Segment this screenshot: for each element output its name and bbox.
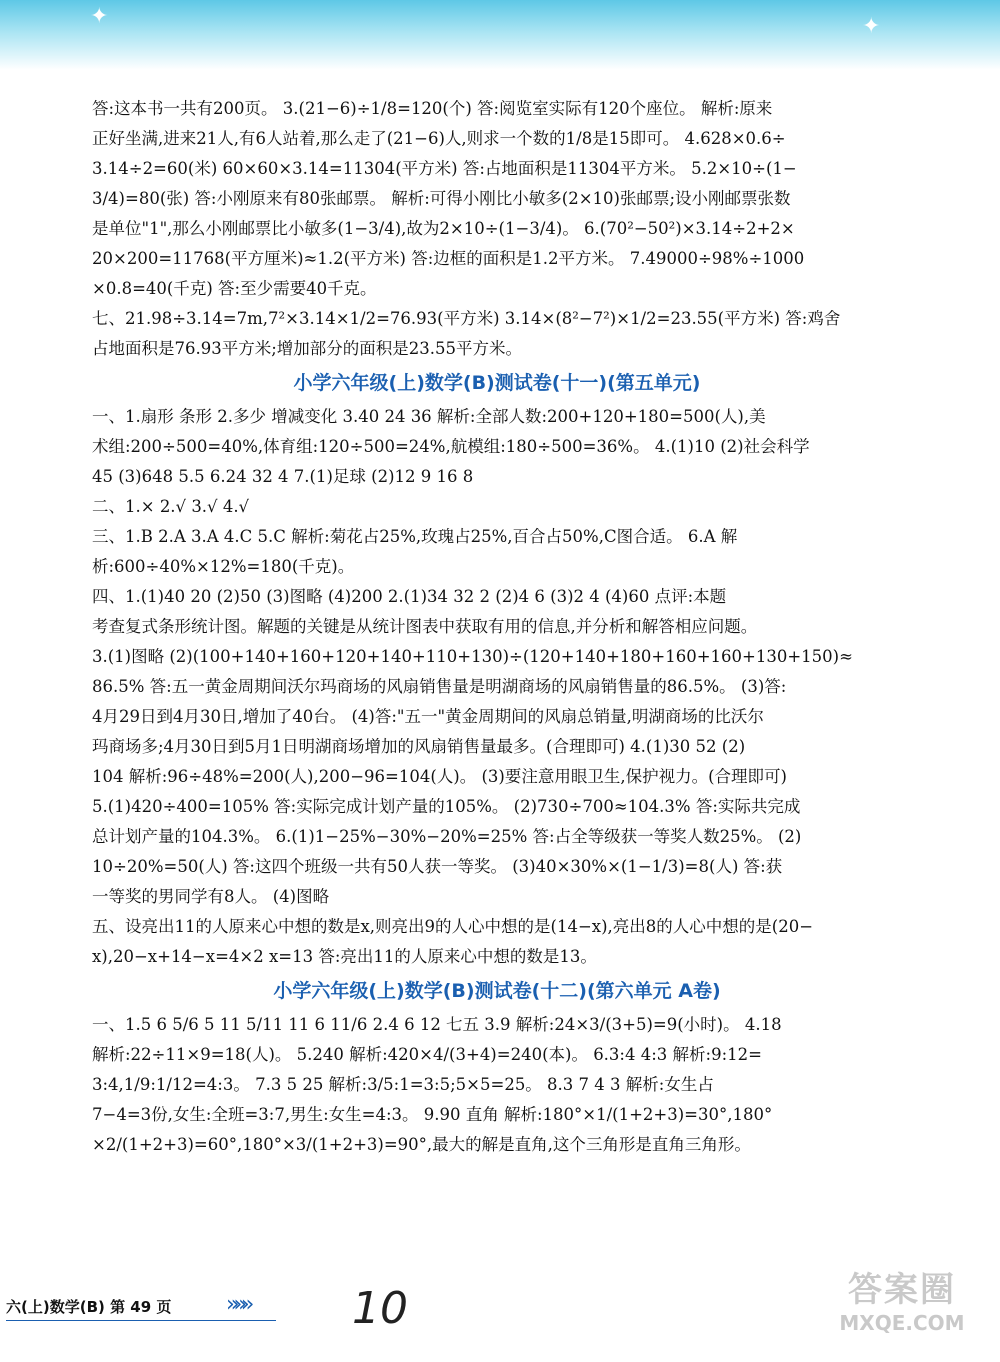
text-line: 解析:22÷11×9=18(人)。 5.240 解析:420×4/(3+4)=240(本)。 6.3:4 4:3 解析:9:12= [92,1045,762,1064]
text-line: 10÷20%=50(人) 答:这四个班级一共有50人获一等奖。 (3)40×30%×(1−1/3)=8(人) 答:获 [92,857,783,876]
answer-page [92,94,902,1160]
section-test-11-answers [92,402,902,972]
text-line: 86.5% 答:五一黄金周期间沃尔玛商场的风扇销售量是明湖商场的风扇销售量的86.5%。 (3)答: [92,677,787,696]
text-line: 占地面积是76.93平方米;增加部分的面积是23.55平方米。 [92,339,523,358]
watermark-url: MXQE.COM [839,1311,965,1335]
section-test-12-answers [92,1010,902,1160]
text-line: 3/4)=80(张) 答:小刚原来有80张邮票。 解析:可得小刚比小敏多(2×10)张邮票;设小刚邮票张数 [92,189,791,208]
section-title-test-11: 小学六年级(上)数学(B)测试卷(十一)(第五单元) [293,372,701,394]
text-line: 20×200=11768(平方厘米)≈1.2(平方米) 答:边框的面积是1.2平方米。 7.49000÷98%÷1000 [92,249,805,268]
text-line: 三、1.B 2.A 3.A 4.C 5.C 解析:菊花占25%,玫瑰占25%,百合占50%,C图合适。 6.A 解 [92,527,738,546]
page-footer-label: 六(上)数学(B) 第 49 页 [6,1298,172,1316]
text-line: 7−4=3份,女生:全班=3:7,男生:女生=4:3。 9.90 直角 解析:180°×1/(1+2+3)=30°,180° [92,1105,773,1124]
sparkle-icon: ✦ [862,14,881,39]
text-line: 是单位"1",那么小刚邮票比小敏多(1−3/4),故为2×10÷(1−3/4)。 6.(70²−50²)×3.14÷2+2× [92,219,795,238]
text-line: 3:4,1/9:1/12=4:3。 7.3 5 25 解析:3/5:1=3:5;5×5=25。 8.3 7 4 3 解析:女生占 [92,1075,714,1094]
section-continued-answers [92,94,902,364]
text-line: 一、1.扇形 条形 2.多少 增减变化 3.40 24 36 解析:全部人数:200+120+180=500(人),美 [92,407,766,426]
handwritten-page-number: 10 [352,1283,408,1334]
text-line: 二、1.× 2.√ 3.√ 4.√ [92,497,250,516]
sparkle-icon: ✦ [90,4,109,29]
text-line: 4月29日到4月30日,增加了40台。 (4)答:"五一"黄金周期间的风扇总销量,明湖商场的比沃尔 [92,707,764,726]
text-line: 考查复式条形统计图。解题的关键是从统计图表中获取有用的信息,并分析和解答相应问题。 [92,617,758,636]
footer-rule [6,1320,276,1321]
text-line: ×2/(1+2+3)=60°,180°×3/(1+2+3)=90°,最大的解是直角,这个三角形是直角三角形。 [92,1135,751,1154]
text-line: 四、1.(1)40 20 (2)50 (3)图略 (4)200 2.(1)34 32 2 (2)4 6 (3)2 4 (4)60 点评:本题 [92,587,727,606]
section-title-test-12: 小学六年级(上)数学(B)测试卷(十二)(第六单元 A卷) [273,980,721,1002]
text-line: 析:600÷40%×12%=180(千克)。 [92,557,355,576]
text-line: 45 (3)648 5.5 6.24 32 4 7.(1)足球 (2)12 9 16 8 [92,467,474,486]
text-line: 一等奖的男同学有8人。 (4)图略 [92,887,330,906]
text-line: 玛商场多;4月30日到5月1日明湖商场增加的风扇销售量最多。(合理即可) 4.(1)30 52 (2) [92,737,746,756]
text-line: 五、设亮出11的人原来心中想的数是x,则亮出9的人心中想的是(14−x),亮出8的人心中想的是(20− [92,917,814,936]
text-line: ×0.8=40(千克) 答:至少需要40千克。 [92,279,377,298]
text-line: 答:这本书一共有200页。 3.(21−6)÷1/8=120(个) 答:阅览室实际有120个座位。 解析:原来 [92,99,773,118]
text-line: 术组:200÷500=40%,体育组:120÷500=24%,航模组:180÷500=36%。 4.(1)10 (2)社会科学 [92,437,810,456]
text-line: 一、1.5 6 5/6 5 11 5/11 11 6 11/6 2.4 6 12 七五 3.9 解析:24×3/(3+5)=9(小时)。 4.18 [92,1015,782,1034]
top-decorative-band [0,0,1000,70]
watermark-text: 答案圈 [848,1270,956,1310]
text-line: 5.(1)420÷400=105% 答:实际完成计划产量的105%。 (2)730÷700≈104.3% 答:实际共完成 [92,797,801,816]
text-line: 104 解析:96÷48%=200(人),200−96=104(人)。 (3)要注意用眼卫生,保护视力。(合理即可) [92,767,787,786]
text-line: 正好坐满,进来21人,有6人站着,那么走了(21−6)人,则求一个数的1/8是15即可。 4.628×0.6÷ [92,129,786,148]
text-line: 3.14÷2=60(米) 60×60×3.14=11304(平方米) 答:占地面积是11304平方米。 5.2×10÷(1− [92,159,797,178]
text-line: 3.(1)图略 (2)(100+140+160+120+140+110+130)÷(120+140+180+160+160+130+150)≈ [92,647,853,666]
text-line: 总计划产量的104.3%。 6.(1)1−25%−30%−20%=25% 答:占全等级获一等奖人数25%。 (2) [92,827,802,846]
text-line: 七、21.98÷3.14=7m,7²×3.14×1/2=76.93(平方米) 3.14×(8²−7²)×1/2=23.55(平方米) 答:鸡舍 [92,309,841,328]
arrow-decoration-icon: »»» [226,1292,249,1317]
text-line: x),20−x+14−x=4×2 x=13 答:亮出11的人原来心中想的数是13。 [92,947,597,966]
watermark-logo [812,1262,992,1362]
